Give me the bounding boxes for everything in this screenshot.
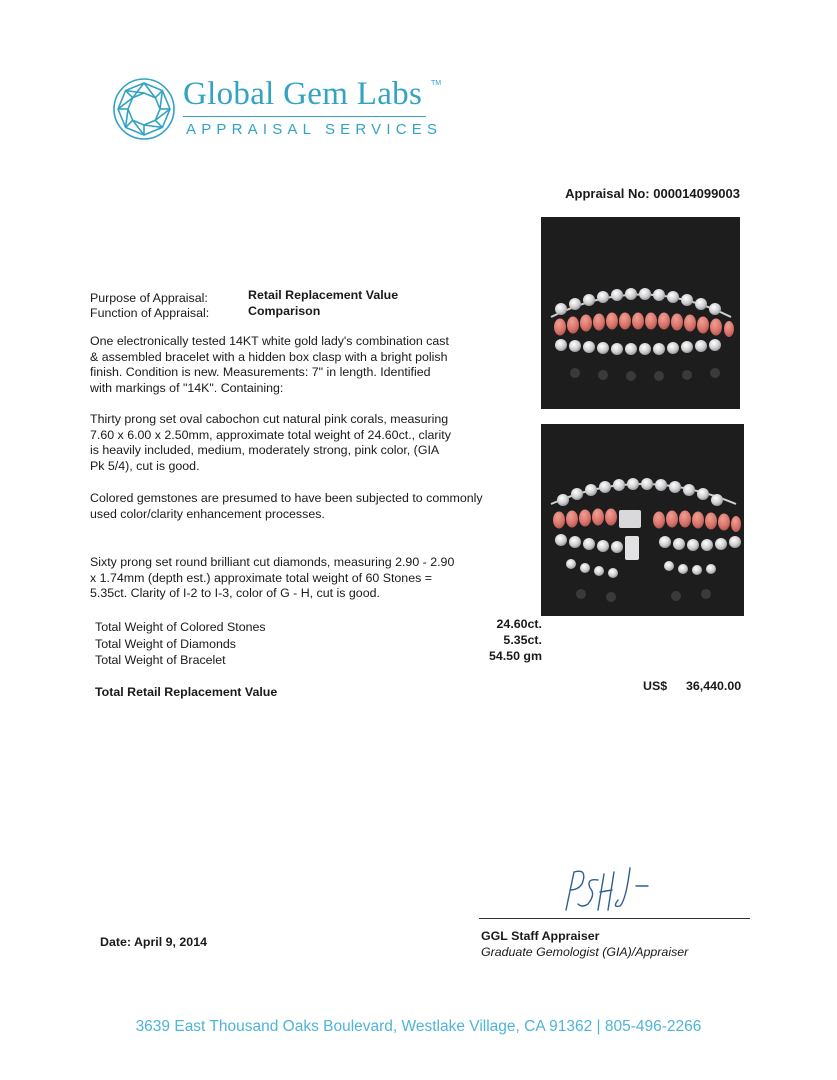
total-diamonds-label: Total Weight of Diamonds (95, 637, 236, 651)
gem-outline-icon (112, 77, 176, 141)
logo-divider (183, 116, 426, 117)
total-bracelet-value: 54.50 gm (488, 649, 542, 663)
function-value: Comparison (248, 304, 321, 318)
total-diamonds-value: 5.35ct. (503, 633, 542, 647)
bracelet-photo-open (541, 424, 744, 616)
appraisal-date: Date: April 9, 2014 (100, 935, 207, 949)
purpose-value: Retail Replacement Value (248, 288, 399, 302)
retail-currency: US$ (643, 679, 668, 693)
diamond-description: Sixty prong set round brilliant cut diamonds, measuring 2.90 - 2.90 x 1.74mm (depth est.) approximate total weight of 60 Stones = 5.35ct. Clarity of I-2 to I-3, color of G - H, cut is good. (90, 555, 455, 600)
retail-amount: 36,440.00 (686, 679, 742, 693)
appraisal-number: Appraisal No: 000014099003 (565, 186, 740, 201)
treatment-disclosure: Colored gemstones are presumed to have been subjected to commonly used color/clarity enhancement processes. (90, 491, 483, 521)
total-colored-label: Total Weight of Colored Stones (95, 620, 266, 634)
trademark-mark: TM (431, 80, 442, 87)
item-description: One electronically tested 14KT white gold lady's combination cast & assembled bracelet with a hidden box clasp with a bright polish finish. Condition is new. Measurements: 7" in length. Identified with markings of "14K". Containing: (90, 334, 449, 395)
total-colored-value: 24.60ct. (496, 617, 542, 631)
appraiser-title: Graduate Gemologist (GIA)/Appraiser (481, 945, 689, 959)
total-bracelet-label: Total Weight of Bracelet (95, 653, 226, 667)
coral-description: Thirty prong set oval cabochon cut natural pink corals, measuring 7.60 x 6.00 x 2.50mm, approximate total weight of 24.60ct., clarity is heavily included, medium, moderately strong, pink color, (GIA Pk 5/4), cut is good. (90, 412, 451, 473)
company-subtitle: APPRAISAL SERVICES (186, 121, 443, 138)
bracelet-photo-top (541, 217, 740, 409)
function-label: Function of Appraisal: (90, 306, 210, 320)
footer-address: 3639 East Thousand Oaks Boulevard, Westlake Village, CA 91362 | 805-496-2266 (135, 1018, 702, 1035)
retail-value-label: Total Retail Replacement Value (95, 685, 278, 699)
signature-line (479, 918, 750, 919)
company-name: Global Gem Labs (183, 76, 423, 112)
purpose-label: Purpose of Appraisal: (90, 291, 208, 305)
appraiser-name: GGL Staff Appraiser (481, 929, 600, 943)
signature-icon (552, 860, 662, 918)
